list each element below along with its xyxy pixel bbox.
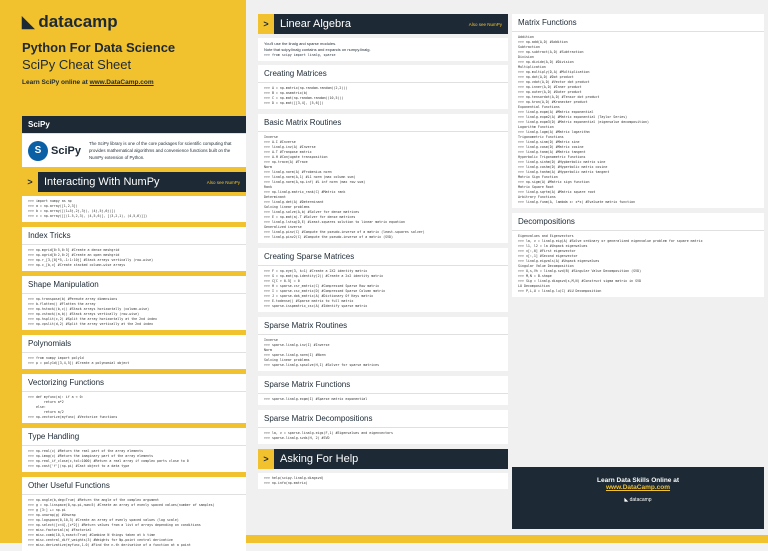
spfunc-section	[258, 376, 508, 405]
decomp-heading: Decompositions	[512, 213, 764, 231]
scipy-logo	[28, 141, 81, 161]
linalg-intro-2: Note that scipy.linalg contains and expands on numpy.linalg.	[264, 47, 371, 52]
spfunc-heading: Sparse Matrix Functions	[258, 376, 508, 394]
chevron-right-icon: >	[22, 172, 38, 192]
spdecomp-heading: Sparse Matrix Decompositions	[258, 410, 508, 428]
left-column	[0, 0, 246, 547]
sproutines-code: Inverse >>> sparse.linalg.inv(I) #Inverse Norm >>> sparse.linalg.norm(I) #Norm Solving linear problems >>> sparse.linalg.spsolve(H,I) #Solver for sparse matrices	[264, 338, 380, 367]
poly-heading: Polynomials	[22, 335, 246, 353]
promo-logo	[512, 497, 764, 503]
other-heading: Other Useful Functions	[22, 477, 246, 495]
datacamp-logo	[22, 12, 234, 32]
shape-heading: Shape Manipulation	[22, 276, 246, 294]
vector-code: >>> def myfunc(a): if a < 0: return a*2 else: return a/2 >>> np.vectorize(myfunc) #Vectorize functions	[28, 395, 118, 419]
spdecomp-section	[258, 410, 508, 444]
right-column	[512, 14, 764, 543]
scipy-description: The SciPy library is one of the core packages for scientific computing that provides mathematical algorithms and convenience functions built on the NumPy extension of Python.	[88, 141, 232, 160]
promo-brand: datacamp	[629, 497, 652, 503]
type-section	[22, 428, 246, 472]
spfunc-code: >>> sparse.linalg.expm(I) #Sparse matrix exponential	[264, 397, 368, 401]
linalg-section-header	[258, 14, 508, 34]
header	[0, 0, 246, 108]
scipy-heading: SciPy	[22, 116, 246, 134]
basic-code: Inverse >>> A.I #Inverse >>> linalg.inv(A) #Inverse >>> A.T #Tranpose matrix >>> A.H #Conjugate transposition >>> np.trace(A) #Trace Norm >>> linalg.norm(A) #Frobenius norm >>> linalg.norm(A,1) #L1 norm (max column sum) >>> linalg.norm(A,np.inf) #L inf norm (max row sum) Rank >>> np.linalg.matrix_rank(C) #Matrix rank Determinant >>> linalg.det(A) #Determinant Solving linear problems >>> linalg.solve(A,b) #Solver for dense matrices >>> E = np.mat(a).T #Solver for dense matrices >>> linalg.lstsq(D,E) #Least-squares solution to linear matrix equation Generalized inverse >>> linalg.pinv(C) #Compute the pseudo-inverse of a matrix (least-squares solver) >>> linalg.pinv2(C) #Compute the pseudo-inverse of a matrix (SVD)	[264, 135, 425, 239]
poly-section	[22, 335, 246, 369]
index-tricks-heading: Index Tricks	[22, 227, 246, 245]
promo-line-1: Learn Data Skills Online at	[597, 477, 679, 484]
linalg-intro-1: You'll use the linalg and sparse modules.	[264, 41, 337, 46]
help-code-box	[258, 473, 508, 489]
index-tricks-code: >>> np.mgrid[0:5,0:5] #Create a dense meshgrid >>> np.ogrid[0:2,0:2] #Create an open meshgrid >>> np.r_[3,[0]*5,-1:1:10j] #Stack arrays vertically (row-wise) >>> np.c_[b,c] #Create stacked column-wise arrays	[28, 248, 154, 267]
chevron-right-icon: >	[258, 449, 274, 469]
creating-section	[258, 65, 508, 109]
brand-name: datacamp	[38, 12, 118, 31]
numpy-code: >>> import numpy as np >>> a = np.array([1,2,3]) >>> b = np.array([(1+5j,2j,3j), (4j,5j,6j)]) >>> c = np.array([[(1.5,2,3), (4,5,6)], [(3,2,1), (4,5,6)]])	[28, 199, 148, 218]
help-section-header	[258, 449, 508, 469]
other-code: >>> np.angle(b,deg=True) #Return the angle of the complex argument >>> g = np.linspace(0,np.pi,num=5) #Create an array of evenly spaced values(number of samples) >>> g [3:] += np.pi >>> np.unwrap(g) #Unwrap >>> np.logspace(0,10,3) #Create an array of evenly spaced values (log scale) >>> np.select([c<4],[c*2]) #Return values from a list of arrays depending on conditions >>> misc.factorial(a) #Factorial >>> misc.comb(10,3,exact=True) #Combine N things taken at k time >>> misc.central_diff_weights(3) #Weights for Np-point central derivative >>> misc.derivative(myfunc,1.0) #Find the n-th derivative of a function at a point	[28, 498, 215, 547]
numpy-code-box	[22, 196, 246, 222]
basic-section	[258, 114, 508, 243]
promo-banner	[512, 467, 764, 529]
learn-line	[22, 79, 234, 86]
scipy-logo-icon: S	[28, 141, 48, 161]
shape-section	[22, 276, 246, 330]
sproutines-section	[258, 317, 508, 371]
sparse-section	[258, 248, 508, 312]
linalg-code: >>> from scipy import linalg, sparse	[264, 53, 336, 57]
linalg-intro	[258, 38, 508, 61]
middle-column	[258, 14, 508, 543]
datacamp-logo-icon: ◣	[22, 14, 35, 31]
learn-prefix: Learn SciPy online at	[22, 79, 90, 86]
basic-heading: Basic Matrix Routines	[258, 114, 508, 132]
datacamp-logo-icon: ◣	[624, 497, 630, 503]
scipy-logo-text: SciPy	[51, 144, 81, 157]
type-heading: Type Handling	[22, 428, 246, 446]
linalg-heading: Linear Algebra	[280, 18, 351, 30]
creating-heading: Creating Matrices	[258, 65, 508, 83]
sproutines-heading: Sparse Matrix Routines	[258, 317, 508, 335]
promo-link[interactable]: www.DataCamp.com	[605, 484, 671, 491]
chevron-right-icon: >	[258, 14, 274, 34]
type-code: >>> np.real(c) #Return the real part of the array elements >>> np.imag(c) #Return the imaginary part of the array elements >>> np.real_if_close(c,tol=1000) #Return a real array if complex parts close to 0 >>> np.cast['f'](np.pi) #Cast object to a data type	[28, 449, 189, 468]
sparse-code: >>> F = np.eye(3, k=1) #Create a 2X2 identity matrix >>> G = np.mat(np.identity(2)) #Create a 2x2 identity matrix >>> C[C > 0.5] = 0 >>> H = sparse.csr_matrix(C) #Compressed Sparse Row matrix >>> I = sparse.csc_matrix(D) #Compressed Sparse Column matrix >>> J = sparse.dok_matrix(A) #Dictionary Of Keys matrix >>> E.todense() #Sparse matrix to full matrix >>> sparse.isspmatrix_csc(A) #Identify sparse matrix	[264, 269, 386, 308]
shape-code: >>> np.transpose(b) #Permute array dimensions >>> b.flatten() #Flatten the array >>> np.hstack((b,c)) #Stack arrays horizontally (column-wise) >>> np.vstack((a,b)) #Stack arrays vertically (row-wise) >>> np.hsplit(c,2) #Split the array horizontally at the 2nd index >>> np.vpslit(d,2) #Split the array vertically at the 2nd index	[28, 297, 158, 326]
matfunc-code: Addition >>> np.add(A,D) #Addition Subtraction >>> np.subtract(A,D) #Subtraction Division >>> np.divide(A,D) #Division Multiplication >>> np.multiply(D,A) #Multiplication >>> np.dot(A,D) #Dot product >>> np.vdot(A,D) #Vector dot product >>> np.inner(A,D) #Inner product >>> np.outer(A,D) #Outer product >>> np.tensordot(A,D) #Tensor dot product >>> np.kron(A,D) #Kronecker product Exponential Functions >>> linalg.expm(A) #Matrix exponential >>> linalg.expm2(A) #Matrix exponential (Taylor Series) >>> linalg.expm3(D) #Matrix exponential (eigenvalue decomposition) Logarithm Function >>> linalg.logm(A) #Matrix logarithm Trigonometric Functions >>> linalg.sinm(D) #Matrix sine >>> linalg.cosm(D) #Matrix cosine >>> linalg.tanm(A) #Matrix tangent Hyperbolic Trigonometric Functions >>> linalg.sinhm(D) #Hypberbolic matrix sine >>> linalg.coshm(D) #Hyperbolic matrix cosine >>> linalg.tanhm(A) #Hyperbolic matrix tangent Matrix Sign Function >>> np.sigm(A) #Matrix sign function Matrix Square Root >>> linalg.sqrtm(A) #Matrix square root Arbitrary Functions >>> linalg.funm(A, lambda x: x*x) #Evaluate matrix function	[518, 35, 650, 204]
decomp-code: Eigenvalues and Eigenvectors >>> la, v = linalg.eig(A) #Solve ordinary or generalized eigenvalue problem for square matrix >>> l1, l2 = la #Unpack eigenvalues >>> v[:,0] #First eigenvector >>> v[:,1] #Second eigenvector >>> linalg.eigvals(A) #Unpack eigenvalues Singular Value Decomposition >>> U,s,Vh = linalg.svd(B) #Singular Value Decomposition (SVD) >>> M,N = B.shape >>> Sig = linalg.diagsvd(s,M,N) #Construct sigma matrix in SVD LU Decomposition >>> P,L,U = linalg.lu(C) #LU Decomposition	[518, 234, 703, 293]
numpy-section-header	[22, 172, 246, 192]
page-title: Python For Data Science	[22, 40, 176, 55]
vector-heading: Vectorizing Functions	[22, 374, 246, 392]
help-heading: Asking For Help	[280, 453, 359, 465]
see-also-link[interactable]: Also see NumPy	[468, 21, 502, 27]
matfunc-heading: Matrix Functions	[512, 14, 764, 32]
other-section	[22, 477, 246, 551]
learn-link[interactable]: www.DataCamp.com	[89, 79, 154, 86]
see-also-link[interactable]: Also see NumPy	[206, 179, 240, 185]
help-code: >>> help(scipy.linalg.diagsvd) >>> np.info(np.matrix)	[264, 476, 324, 485]
page-subtitle: SciPy Cheat Sheet	[22, 57, 132, 72]
spdecomp-code: >>> la, v = sparse.linalg.eigs(F,1) #Eigenvalues and eigenvectors >>> sparse.linalg.svds(H, 2) #SVD	[264, 431, 394, 440]
matfunc-section	[512, 14, 764, 208]
sparse-heading: Creating Sparse Matrices	[258, 248, 508, 266]
poly-code: >>> from numpy import poly1d >>> p = poly1d([3,4,5]) #Create a polynomial object	[28, 356, 130, 365]
left-body	[22, 116, 246, 547]
creating-code: >>> A = np.matrix(np.random.random((2,2))) >>> B = np.asmatrix(b) >>> C = np.mat(np.random.random((10,5))) >>> D = np.mat([[3,4], [5,6]])	[264, 86, 348, 105]
numpy-heading: Interacting With NumPy	[44, 176, 160, 188]
index-tricks-section	[22, 227, 246, 271]
vector-section	[22, 374, 246, 423]
scipy-section	[22, 116, 246, 167]
decomp-section	[512, 213, 764, 297]
